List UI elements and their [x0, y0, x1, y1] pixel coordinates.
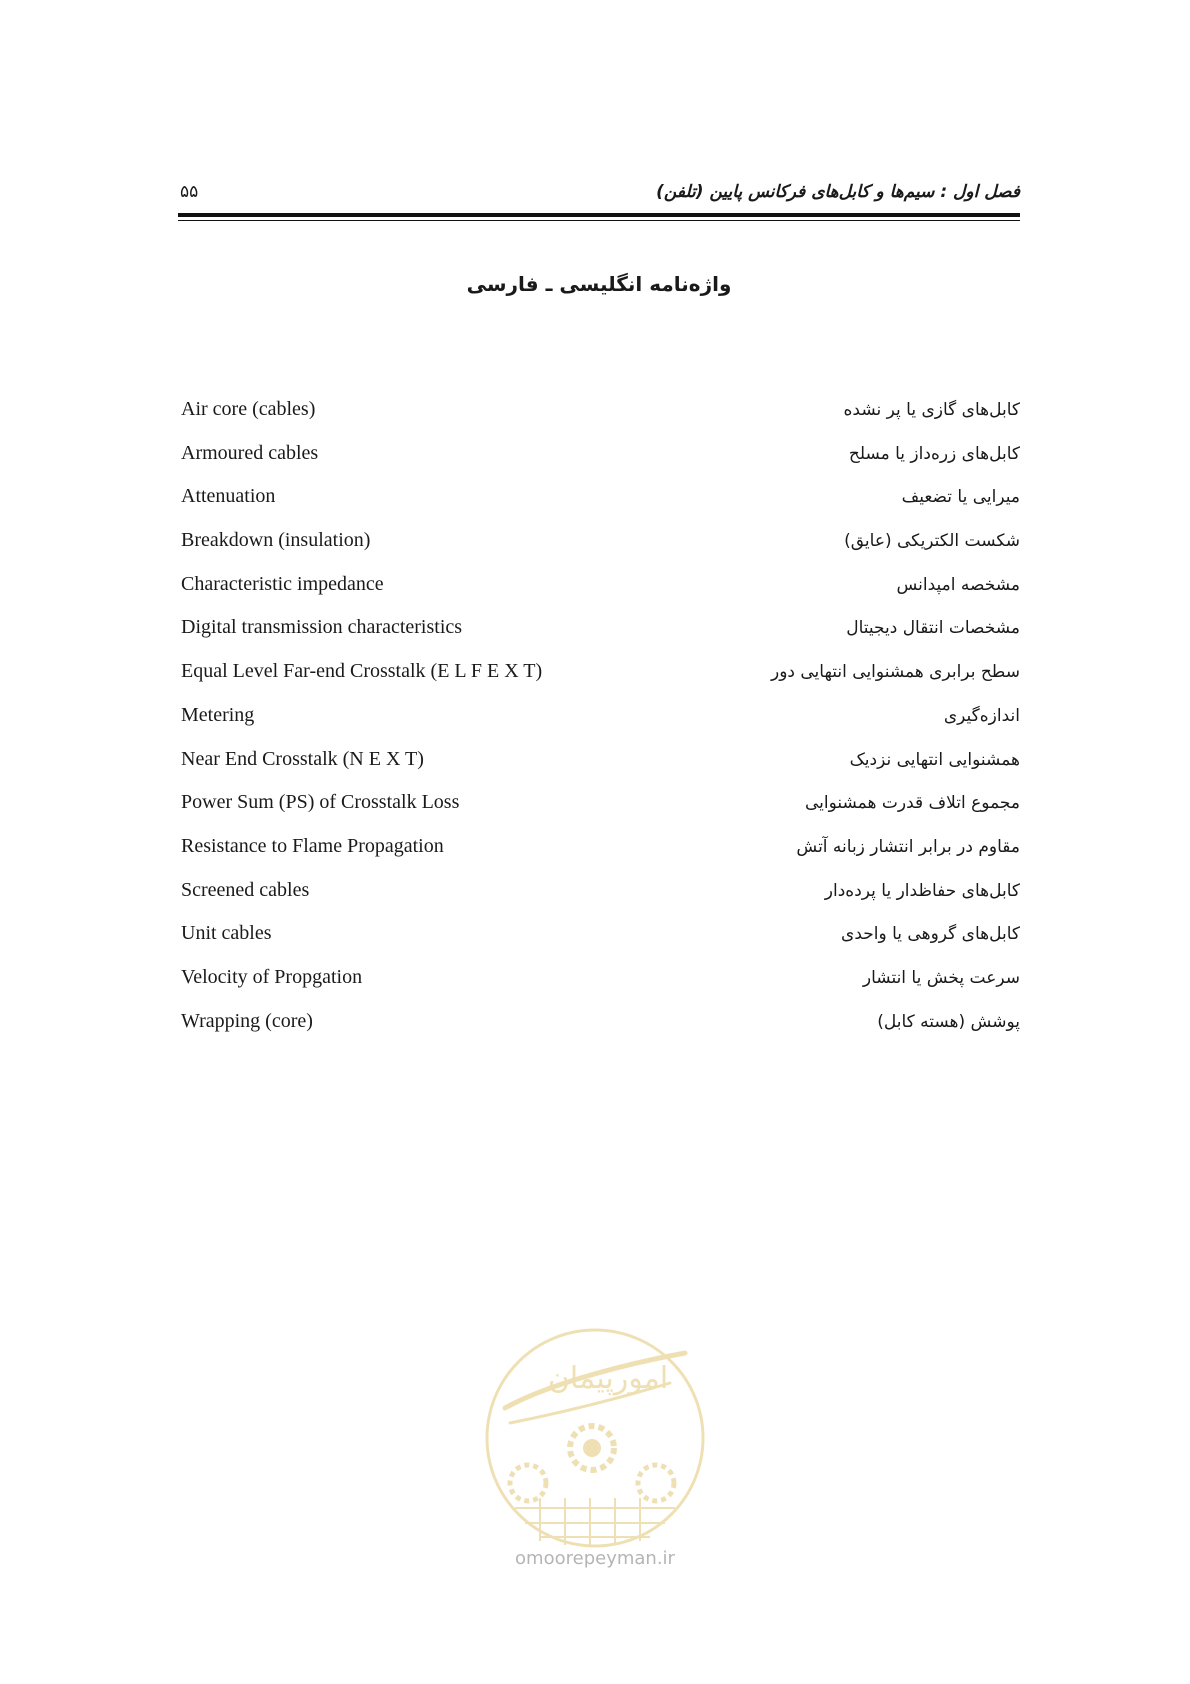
glossary-row — [181, 835, 1020, 879]
persian-term: میرایی یا تضعیف — [901, 487, 1020, 508]
persian-term: همشنوایی انتهایی نزدیک — [849, 749, 1020, 770]
glossary-row — [181, 442, 1020, 486]
persian-term: مجموع اتلاف قدرت همشنوایی — [804, 793, 1020, 814]
header-rule-thin — [178, 220, 1020, 221]
persian-term: کابل‌های حفاظدار یا پرده‌دار — [824, 880, 1020, 901]
glossary-row — [181, 922, 1020, 966]
glossary-row — [181, 791, 1020, 835]
glossary-row — [181, 966, 1020, 1010]
english-term: Near End Crosstalk (N E X T) — [181, 747, 424, 770]
english-term: Metering — [181, 703, 255, 726]
english-term: Power Sum (PS) of Crosstalk Loss — [181, 791, 460, 814]
persian-term: اندازه‌گیری — [943, 705, 1020, 726]
glossary-row — [181, 616, 1020, 660]
glossary-row — [181, 573, 1020, 617]
persian-term: پوشش (هسته کابل) — [877, 1011, 1020, 1032]
glossary-title: واژه‌نامه انگلیسی ـ فارسی — [466, 272, 732, 296]
english-term: Velocity of Propgation — [181, 965, 363, 988]
glossary-row — [181, 485, 1020, 529]
english-term: Equal Level Far-end Crosstalk (E L F E X T) — [181, 660, 543, 683]
glossary-row — [181, 879, 1020, 923]
persian-term: کابل‌های زره‌داز یا مسلح — [848, 443, 1020, 464]
watermark-logo — [480, 1323, 710, 1563]
page-header — [178, 182, 1020, 212]
glossary-row — [181, 398, 1020, 442]
persian-term: مشخصات انتقال دیجیتال — [846, 618, 1020, 639]
chapter-title: فصل اول : سیم‌ها و کابل‌های فرکانس پایین (تلفن) — [656, 182, 1020, 202]
watermark-url: omoorepeyman.ir — [515, 1548, 675, 1569]
english-term: Armoured cables — [181, 441, 319, 464]
english-term: Digital transmission characteristics — [181, 616, 463, 639]
english-term: Air core (cables) — [181, 398, 316, 420]
english-term: Screened cables — [181, 878, 310, 901]
persian-term: مشخصه امپدانس — [896, 574, 1020, 595]
english-term: Wrapping (core) — [181, 1009, 313, 1032]
glossary-row — [181, 748, 1020, 792]
english-term: Characteristic impedance — [181, 572, 384, 595]
watermark-logo-text: امورپیمان — [547, 1361, 669, 1396]
english-term: Breakdown (insulation) — [181, 529, 371, 552]
english-term: Unit cables — [181, 922, 272, 945]
english-term: Resistance to Flame Propagation — [181, 834, 444, 857]
glossary-row — [181, 529, 1020, 573]
persian-term: مقاوم در برابر انتشار زبانه آتش — [796, 836, 1020, 857]
persian-term: سطح برابری همشنوایی انتهایی دور — [770, 662, 1020, 683]
glossary-row — [181, 704, 1020, 748]
persian-term: کابل‌های گازی یا پر نشده — [843, 400, 1020, 420]
persian-term: سرعت پخش یا انتشار — [862, 967, 1020, 988]
english-term: Attenuation — [181, 485, 276, 508]
glossary-row — [181, 1010, 1020, 1054]
header-rule-thick — [178, 213, 1020, 217]
glossary-row — [181, 660, 1020, 704]
page-number: ۵۵ — [180, 182, 199, 202]
persian-term: کابل‌های گروهی یا واحدی — [841, 924, 1020, 945]
glossary-list — [181, 398, 1020, 1053]
persian-term: شکست الکتریکی (عایق) — [844, 531, 1020, 552]
